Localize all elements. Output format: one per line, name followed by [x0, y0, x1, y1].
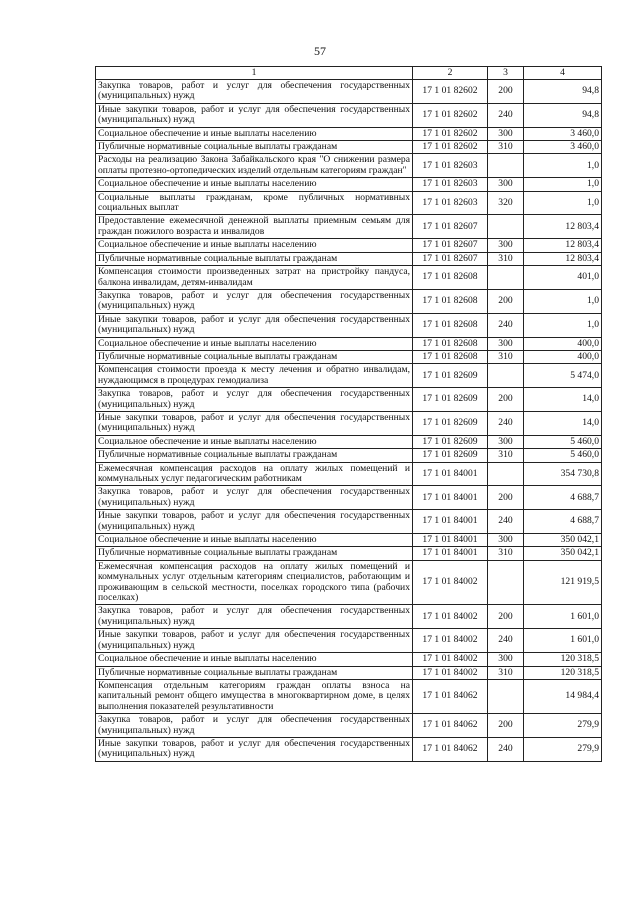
- table-row: [96, 510, 602, 534]
- row-name-cell: Социальное обеспечение и иные выплаты населению: [96, 337, 413, 350]
- row-type-cell: [488, 154, 524, 178]
- row-name-cell: Иные закупки товаров, работ и услуг для обеспечения государственных (муниципальных) нужд: [96, 510, 413, 534]
- row-amount-cell: 14,0: [524, 411, 602, 435]
- row-code-cell: 17 1 01 84001: [413, 462, 488, 486]
- table-row: [96, 547, 602, 560]
- row-code-cell: 17 1 01 82602: [413, 127, 488, 140]
- row-amount-cell: 94,8: [524, 80, 602, 104]
- row-amount-cell: 279,9: [524, 737, 602, 761]
- table-row: [96, 266, 602, 290]
- row-type-cell: [488, 462, 524, 486]
- row-code-cell: 17 1 01 84001: [413, 534, 488, 547]
- row-code-cell: 17 1 01 82609: [413, 449, 488, 462]
- row-name-cell: Закупка товаров, работ и услуг для обеспечения государственных (муниципальных) нужд: [96, 80, 413, 104]
- row-name-cell: Закупка товаров, работ и услуг для обеспечения государственных (муниципальных) нужд: [96, 289, 413, 313]
- row-amount-cell: 121 919,5: [524, 560, 602, 605]
- row-code-cell: 17 1 01 84001: [413, 510, 488, 534]
- row-code-cell: 17 1 01 82603: [413, 154, 488, 178]
- row-code-cell: 17 1 01 84062: [413, 714, 488, 738]
- budget-table: [95, 66, 602, 762]
- row-code-cell: 17 1 01 82603: [413, 191, 488, 215]
- row-amount-cell: 4 688,7: [524, 510, 602, 534]
- table-row: [96, 103, 602, 127]
- row-name-cell: Иные закупки товаров, работ и услуг для обеспечения государственных (муниципальных) нужд: [96, 629, 413, 653]
- row-type-cell: 310: [488, 666, 524, 679]
- table-row: [96, 289, 602, 313]
- row-amount-cell: 3 460,0: [524, 141, 602, 154]
- row-name-cell: Публичные нормативные социальные выплаты гражданам: [96, 547, 413, 560]
- row-type-cell: 240: [488, 313, 524, 337]
- row-type-cell: 320: [488, 191, 524, 215]
- row-name-cell: Публичные нормативные социальные выплаты гражданам: [96, 666, 413, 679]
- row-type-cell: [488, 215, 524, 239]
- column-header-code: 2: [413, 67, 488, 80]
- table-row: [96, 141, 602, 154]
- row-name-cell: Публичные нормативные социальные выплаты гражданам: [96, 449, 413, 462]
- table-row: [96, 313, 602, 337]
- row-amount-cell: 5 474,0: [524, 364, 602, 388]
- row-type-cell: 300: [488, 653, 524, 666]
- row-type-cell: 300: [488, 127, 524, 140]
- row-name-cell: Расходы на реализацию Закона Забайкальского края "О снижении размера оплаты протезно-ортопедических изделий отдельным категориям граждан": [96, 154, 413, 178]
- row-code-cell: 17 1 01 82608: [413, 337, 488, 350]
- row-name-cell: Закупка товаров, работ и услуг для обеспечения государственных (муниципальных) нужд: [96, 486, 413, 510]
- row-code-cell: 17 1 01 84002: [413, 666, 488, 679]
- row-amount-cell: 350 042,1: [524, 547, 602, 560]
- row-type-cell: 200: [488, 486, 524, 510]
- row-type-cell: [488, 364, 524, 388]
- row-name-cell: Публичные нормативные социальные выплаты гражданам: [96, 350, 413, 363]
- row-type-cell: 200: [488, 80, 524, 104]
- table-row: [96, 679, 602, 713]
- table-row: [96, 560, 602, 605]
- row-type-cell: [488, 560, 524, 605]
- row-type-cell: 240: [488, 737, 524, 761]
- table-row: [96, 653, 602, 666]
- row-code-cell: 17 1 01 82607: [413, 215, 488, 239]
- row-code-cell: 17 1 01 84001: [413, 486, 488, 510]
- row-type-cell: 240: [488, 629, 524, 653]
- row-code-cell: 17 1 01 82607: [413, 239, 488, 252]
- row-type-cell: 200: [488, 388, 524, 412]
- table-row: [96, 252, 602, 265]
- row-code-cell: 17 1 01 82608: [413, 266, 488, 290]
- page-number: 57: [314, 44, 326, 58]
- row-name-cell: Закупка товаров, работ и услуг для обеспечения государственных (муниципальных) нужд: [96, 605, 413, 629]
- row-type-cell: 200: [488, 289, 524, 313]
- row-type-cell: 310: [488, 252, 524, 265]
- table-row: [96, 534, 602, 547]
- row-amount-cell: 94,8: [524, 103, 602, 127]
- row-amount-cell: 1,0: [524, 178, 602, 191]
- row-code-cell: 17 1 01 84002: [413, 605, 488, 629]
- row-amount-cell: 3 460,0: [524, 127, 602, 140]
- row-amount-cell: 5 460,0: [524, 435, 602, 448]
- row-code-cell: 17 1 01 82608: [413, 289, 488, 313]
- table-row: [96, 449, 602, 462]
- row-amount-cell: 354 730,8: [524, 462, 602, 486]
- row-name-cell: Социальное обеспечение и иные выплаты населению: [96, 178, 413, 191]
- row-code-cell: 17 1 01 84001: [413, 547, 488, 560]
- row-amount-cell: 14,0: [524, 388, 602, 412]
- row-name-cell: Социальное обеспечение и иные выплаты населению: [96, 435, 413, 448]
- row-name-cell: Закупка товаров, работ и услуг для обеспечения государственных (муниципальных) нужд: [96, 388, 413, 412]
- row-name-cell: Компенсация отдельным категориям граждан оплаты взноса на капитальный ремонт общего имущества в многоквартирном доме, в целях выполнения показателей результативности: [96, 679, 413, 713]
- row-amount-cell: 1 601,0: [524, 605, 602, 629]
- row-amount-cell: 5 460,0: [524, 449, 602, 462]
- row-type-cell: 240: [488, 510, 524, 534]
- row-amount-cell: 120 318,5: [524, 666, 602, 679]
- row-amount-cell: 14 984,4: [524, 679, 602, 713]
- row-amount-cell: 279,9: [524, 714, 602, 738]
- row-name-cell: Ежемесячная компенсация расходов на оплату жилых помещений и коммунальных услуг отдельным категориям специалистов, работающим и проживающим в сельской местности, поселках городского типа (рабочих поселках): [96, 560, 413, 605]
- row-code-cell: 17 1 01 84062: [413, 679, 488, 713]
- table-row: [96, 154, 602, 178]
- row-code-cell: 17 1 01 84002: [413, 629, 488, 653]
- row-amount-cell: 120 318,5: [524, 653, 602, 666]
- row-code-cell: 17 1 01 82602: [413, 80, 488, 104]
- row-code-cell: 17 1 01 82602: [413, 103, 488, 127]
- row-name-cell: Социальное обеспечение и иные выплаты населению: [96, 127, 413, 140]
- table-row: [96, 337, 602, 350]
- row-code-cell: 17 1 01 82607: [413, 252, 488, 265]
- row-amount-cell: 4 688,7: [524, 486, 602, 510]
- row-code-cell: 17 1 01 82609: [413, 435, 488, 448]
- row-name-cell: Иные закупки товаров, работ и услуг для обеспечения государственных (муниципальных) нужд: [96, 411, 413, 435]
- row-code-cell: 17 1 01 82609: [413, 411, 488, 435]
- row-type-cell: 310: [488, 449, 524, 462]
- row-amount-cell: 1 601,0: [524, 629, 602, 653]
- row-type-cell: 300: [488, 337, 524, 350]
- table-row: [96, 605, 602, 629]
- table-row: [96, 629, 602, 653]
- column-header-type: 3: [488, 67, 524, 80]
- row-amount-cell: 12 803,4: [524, 215, 602, 239]
- table-row: [96, 737, 602, 761]
- row-name-cell: Закупка товаров, работ и услуг для обеспечения государственных (муниципальных) нужд: [96, 714, 413, 738]
- row-code-cell: 17 1 01 82603: [413, 178, 488, 191]
- table-row: [96, 486, 602, 510]
- row-amount-cell: 1,0: [524, 191, 602, 215]
- row-name-cell: Компенсация стоимости проезда к месту лечения и обратно инвалидам, нуждающимся в процедурах гемодиализа: [96, 364, 413, 388]
- row-name-cell: Иные закупки товаров, работ и услуг для обеспечения государственных (муниципальных) нужд: [96, 737, 413, 761]
- table-row: [96, 215, 602, 239]
- table-row: [96, 462, 602, 486]
- row-amount-cell: 1,0: [524, 289, 602, 313]
- row-name-cell: Социальное обеспечение и иные выплаты населению: [96, 239, 413, 252]
- row-name-cell: Публичные нормативные социальные выплаты гражданам: [96, 252, 413, 265]
- row-amount-cell: 350 042,1: [524, 534, 602, 547]
- row-name-cell: Компенсация стоимости произведенных затрат на пристройку пандуса, балкона инвалидам, детям-инвалидам: [96, 266, 413, 290]
- row-code-cell: 17 1 01 82608: [413, 350, 488, 363]
- table-row: [96, 350, 602, 363]
- row-type-cell: 310: [488, 547, 524, 560]
- row-name-cell: Публичные нормативные социальные выплаты гражданам: [96, 141, 413, 154]
- row-type-cell: [488, 679, 524, 713]
- row-type-cell: 300: [488, 534, 524, 547]
- table-row: [96, 388, 602, 412]
- row-type-cell: 240: [488, 411, 524, 435]
- row-name-cell: Предоставление ежемесячной денежной выплаты приемным семьям для граждан пожилого возраста и инвалидов: [96, 215, 413, 239]
- column-header-name: 1: [96, 67, 413, 80]
- row-type-cell: 240: [488, 103, 524, 127]
- row-code-cell: 17 1 01 82609: [413, 364, 488, 388]
- table-row: [96, 435, 602, 448]
- row-amount-cell: 12 803,4: [524, 252, 602, 265]
- table-row: [96, 80, 602, 104]
- row-type-cell: 310: [488, 350, 524, 363]
- row-code-cell: 17 1 01 84002: [413, 653, 488, 666]
- row-type-cell: 300: [488, 239, 524, 252]
- row-type-cell: 200: [488, 605, 524, 629]
- row-type-cell: 200: [488, 714, 524, 738]
- row-amount-cell: 1,0: [524, 313, 602, 337]
- row-type-cell: 300: [488, 178, 524, 191]
- row-type-cell: 310: [488, 141, 524, 154]
- row-type-cell: 300: [488, 435, 524, 448]
- table-header-row: [96, 67, 602, 80]
- table-row: [96, 411, 602, 435]
- row-code-cell: 17 1 01 84002: [413, 560, 488, 605]
- table-row: [96, 191, 602, 215]
- row-amount-cell: 400,0: [524, 350, 602, 363]
- row-code-cell: 17 1 01 84062: [413, 737, 488, 761]
- row-amount-cell: 1,0: [524, 154, 602, 178]
- table-row: [96, 364, 602, 388]
- row-code-cell: 17 1 01 82602: [413, 141, 488, 154]
- row-amount-cell: 401,0: [524, 266, 602, 290]
- column-header-amount: 4: [524, 67, 602, 80]
- row-amount-cell: 12 803,4: [524, 239, 602, 252]
- row-amount-cell: 400,0: [524, 337, 602, 350]
- row-name-cell: Иные закупки товаров, работ и услуг для обеспечения государственных (муниципальных) нужд: [96, 313, 413, 337]
- table-row: [96, 714, 602, 738]
- row-type-cell: [488, 266, 524, 290]
- row-name-cell: Социальные выплаты гражданам, кроме публичных нормативных социальных выплат: [96, 191, 413, 215]
- row-name-cell: Социальное обеспечение и иные выплаты населению: [96, 534, 413, 547]
- table-row: [96, 178, 602, 191]
- table-row: [96, 239, 602, 252]
- row-name-cell: Иные закупки товаров, работ и услуг для обеспечения государственных (муниципальных) нужд: [96, 103, 413, 127]
- row-code-cell: 17 1 01 82608: [413, 313, 488, 337]
- table-row: [96, 666, 602, 679]
- row-code-cell: 17 1 01 82609: [413, 388, 488, 412]
- table-row: [96, 127, 602, 140]
- row-name-cell: Социальное обеспечение и иные выплаты населению: [96, 653, 413, 666]
- row-name-cell: Ежемесячная компенсация расходов на оплату жилых помещений и коммунальных услуг педагогическим работникам: [96, 462, 413, 486]
